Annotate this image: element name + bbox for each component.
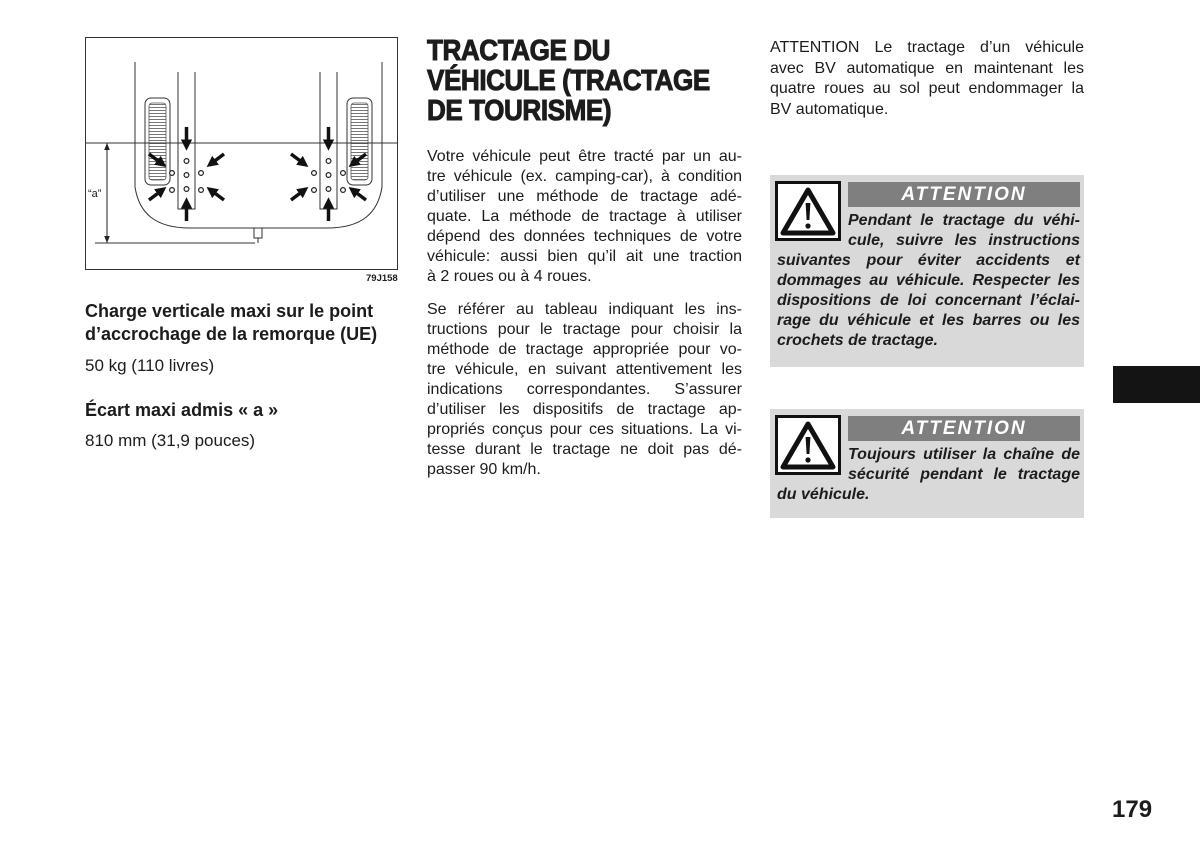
warning-box-towing-instructions (770, 175, 1084, 367)
spec-heading-vertical-load (85, 300, 377, 346)
text-line: tesse durant le tractage ne doit pas dé- (427, 441, 742, 458)
text-line: tre véhicule (ex. camping-car), à condition (427, 168, 742, 185)
text-line: véhicule: aussi bien qu’il ait une traction (427, 248, 742, 265)
text-line: sécurité pendant le tractage (848, 466, 1080, 483)
warning-text-beside-icon (848, 445, 1080, 485)
text-line: Pendant le tractage du véhi- (848, 212, 1080, 229)
text-line: dépend des données techniques de votre (427, 228, 742, 245)
warning-text-full (777, 485, 1080, 505)
text-line: avec BV automatique en maintenant les (770, 59, 1084, 77)
text-line: passer 90 km/h. (427, 461, 541, 478)
paragraph-towing-instructions (427, 300, 742, 480)
spec-heading-line: Écart maxi admis « a » (85, 400, 279, 420)
text-line: à 2 roues ou à 4 roues. (427, 268, 592, 285)
text-line: quatre roues au sol peut endommager la (770, 80, 1084, 97)
text-line: du véhicule. (777, 486, 870, 503)
paragraph-towing-method (427, 147, 742, 287)
warning-triangle-icon (775, 181, 841, 241)
title-line: VÉHICULE (TRACTAGE (427, 65, 710, 97)
text-line: méthode de tractage appropriée pour vo- (427, 341, 742, 358)
spec-heading-line: d’accrochage de la remorque (UE) (85, 324, 378, 344)
text-line: dispositions de loi concernant l’éclai- (777, 292, 1080, 309)
chapter-tab-marker (1113, 366, 1200, 403)
spec-heading-line: Charge verticale maxi sur le point (85, 301, 374, 321)
text-line: BV automatique. (770, 100, 889, 118)
text-line: Toujours utiliser la chaîne de (848, 446, 1080, 463)
tail-light-right (347, 98, 372, 185)
dimension-label: “a” (88, 188, 102, 200)
text-line: ATTENTION Le tractage d’un véhicule (770, 39, 1084, 56)
text-line: Se référer au tableau indiquant les ins- (427, 301, 742, 318)
warning-text-beside-icon (848, 211, 1080, 251)
text-line: tre véhicule, en suivant attentivement les (427, 361, 742, 378)
text-line: tructions pour le tractage pour choisir la (427, 321, 742, 338)
spec-value-max-gap: 810 mm (31,9 pouces) (85, 431, 256, 450)
tail-light-left (145, 98, 170, 185)
text-line: suivantes pour éviter accidents et (777, 252, 1080, 269)
warning-triangle-icon (775, 415, 841, 475)
text-line: crochets de tractage. (777, 332, 938, 349)
text-line: indications correspondantes. S’assurer (427, 381, 742, 398)
text-line: rage du véhicule et les barres ou les (777, 312, 1080, 329)
warning-header: ATTENTION (848, 182, 1080, 207)
spec-heading-max-gap (85, 399, 278, 422)
text-line: propriés conçus pour ces situations. La vi- (427, 421, 742, 438)
text-line: cule, suivre les instructions (848, 232, 1080, 249)
text-line: Votre véhicule peut être tracté par un au- (427, 148, 742, 165)
warning-box-safety-chain (770, 409, 1084, 518)
text-line: quate. La méthode de tractage à utiliser (427, 208, 742, 225)
automatic-gearbox-notice (770, 38, 1084, 120)
figure-frame (85, 37, 398, 270)
section-title (427, 36, 710, 126)
warning-header: ATTENTION (848, 416, 1080, 441)
title-line: DE TOURISME) (427, 95, 612, 127)
spec-value-vertical-load: 50 kg (110 livres) (85, 356, 215, 375)
text-line: d’utiliser une méthode de tractage adé- (427, 188, 742, 205)
text-line: dommages au véhicule. Respecter les (777, 272, 1080, 289)
text-line: d’utiliser les dispositifs de tractage ap- (427, 401, 742, 418)
figure-reference-code: 79J158 (366, 273, 398, 284)
page-number: 179 (1112, 796, 1153, 823)
towing-attachment-diagram (85, 37, 398, 270)
warning-text-full (777, 251, 1080, 351)
title-line: TRACTAGE DU (427, 35, 611, 67)
